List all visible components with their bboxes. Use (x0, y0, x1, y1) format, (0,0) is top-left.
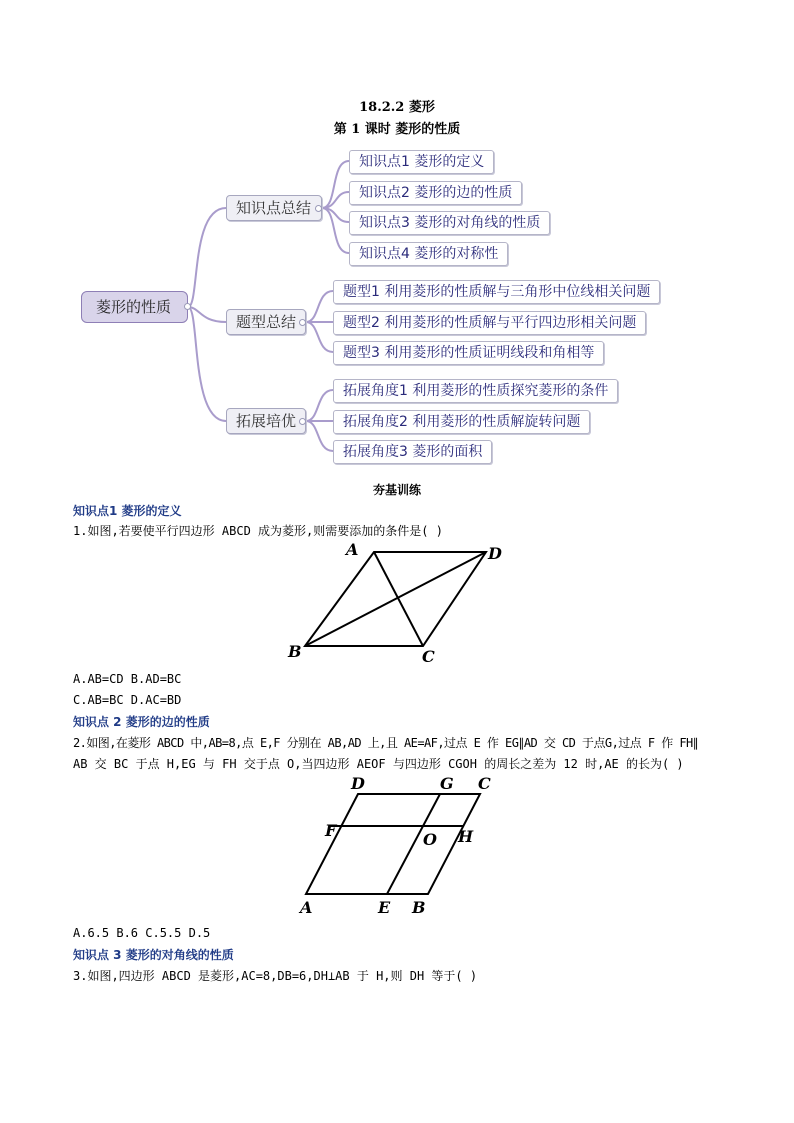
label-A: A (346, 540, 359, 559)
collapse-icon[interactable] (184, 303, 191, 310)
leaf-type-3[interactable] (333, 341, 604, 365)
branch-extension[interactable] (226, 408, 306, 434)
lesson-subtitle: 第 1 课时 菱形的性质 (333, 122, 461, 137)
leaf-label: 题型2 利用菱形的性质解与平行四边形相关问题 (343, 315, 637, 331)
figure-rhombus (290, 770, 500, 920)
leaf-label: 题型3 利用菱形的性质证明线段和角相等 (343, 345, 595, 361)
label-C: C (422, 647, 435, 666)
label-A: A (300, 898, 313, 917)
branch-label: 知识点总结 (236, 199, 312, 217)
leaf-knowledge-2[interactable] (349, 181, 522, 205)
k2-heading: 知识点 2 菱形的边的性质 (73, 715, 210, 729)
section-title: 18.2.2 菱形 (359, 100, 435, 115)
label-E: E (378, 898, 391, 917)
mindmap-root[interactable] (81, 291, 188, 323)
k3-heading: 知识点 3 菱形的对角线的性质 (73, 948, 234, 962)
k1-heading: 知识点1 菱形的定义 (73, 504, 182, 518)
leaf-ext-3[interactable] (333, 440, 492, 464)
question-2-line2: AB 交 BC 于点 H,EG 与 FH 交于点 O,当四边形 AEOF 与四边形 CGOH 的周长之差为 12 时,AE 的长为( ) (73, 757, 684, 771)
leaf-label: 知识点3 菱形的对角线的性质 (359, 215, 541, 231)
collapse-icon[interactable] (315, 205, 322, 212)
leaf-knowledge-4[interactable] (349, 242, 508, 266)
label-G: G (440, 774, 454, 793)
label-D: D (488, 544, 502, 563)
question-2-line1: 2.如图,在菱形 ABCD 中,AB=8,点 E,F 分别在 AB,AD 上,且 AE=AF,过点 E 作 EG∥AD 交 CD 于点G,过点 F 作 FH∥ (73, 736, 699, 750)
label-O: O (423, 830, 437, 849)
label-D: D (351, 774, 365, 793)
branch-label: 题型总结 (236, 313, 297, 331)
branch-label: 拓展培优 (236, 412, 297, 430)
leaf-ext-1[interactable] (333, 379, 618, 403)
branch-question-types[interactable] (226, 309, 306, 335)
collapse-icon[interactable] (299, 319, 306, 326)
leaf-ext-2[interactable] (333, 410, 590, 434)
figure-parallelogram (280, 538, 510, 666)
q1-options-2: C.AB=BC D.AC=BD (73, 693, 182, 707)
label-H: H (458, 827, 474, 846)
leaf-label: 拓展角度2 利用菱形的性质解旋转问题 (343, 414, 581, 430)
label-B: B (288, 642, 302, 661)
label-B: B (412, 898, 426, 917)
question-3: 3.如图,四边形 ABCD 是菱形,AC=8,DB=6,DH⊥AB 于 H,则 DH 等于( ) (73, 969, 478, 983)
leaf-label: 拓展角度3 菱形的面积 (343, 444, 483, 460)
leaf-type-1[interactable] (333, 280, 660, 304)
label-F: F (325, 821, 337, 840)
q1-options-1: A.AB=CD B.AD=BC (73, 672, 182, 686)
q2-options: A.6.5 B.6 C.5.5 D.5 (73, 926, 211, 940)
mindmap-root-label: 菱形的性质 (96, 298, 172, 316)
leaf-label: 知识点2 菱形的边的性质 (359, 185, 513, 201)
label-C: C (478, 774, 491, 793)
training-heading: 夯基训练 (372, 483, 421, 497)
leaf-type-2[interactable] (333, 311, 646, 335)
leaf-label: 知识点4 菱形的对称性 (359, 246, 499, 262)
leaf-label: 题型1 利用菱形的性质解与三角形中位线相关问题 (343, 284, 651, 300)
collapse-icon[interactable] (299, 418, 306, 425)
leaf-knowledge-3[interactable] (349, 211, 550, 235)
leaf-label: 知识点1 菱形的定义 (359, 154, 485, 170)
question-1: 1.如图,若要使平行四边形 ABCD 成为菱形,则需要添加的条件是( ) (73, 524, 443, 538)
leaf-label: 拓展角度1 利用菱形的性质探究菱形的条件 (343, 383, 609, 399)
branch-knowledge[interactable] (226, 195, 322, 221)
leaf-knowledge-1[interactable] (349, 150, 494, 174)
